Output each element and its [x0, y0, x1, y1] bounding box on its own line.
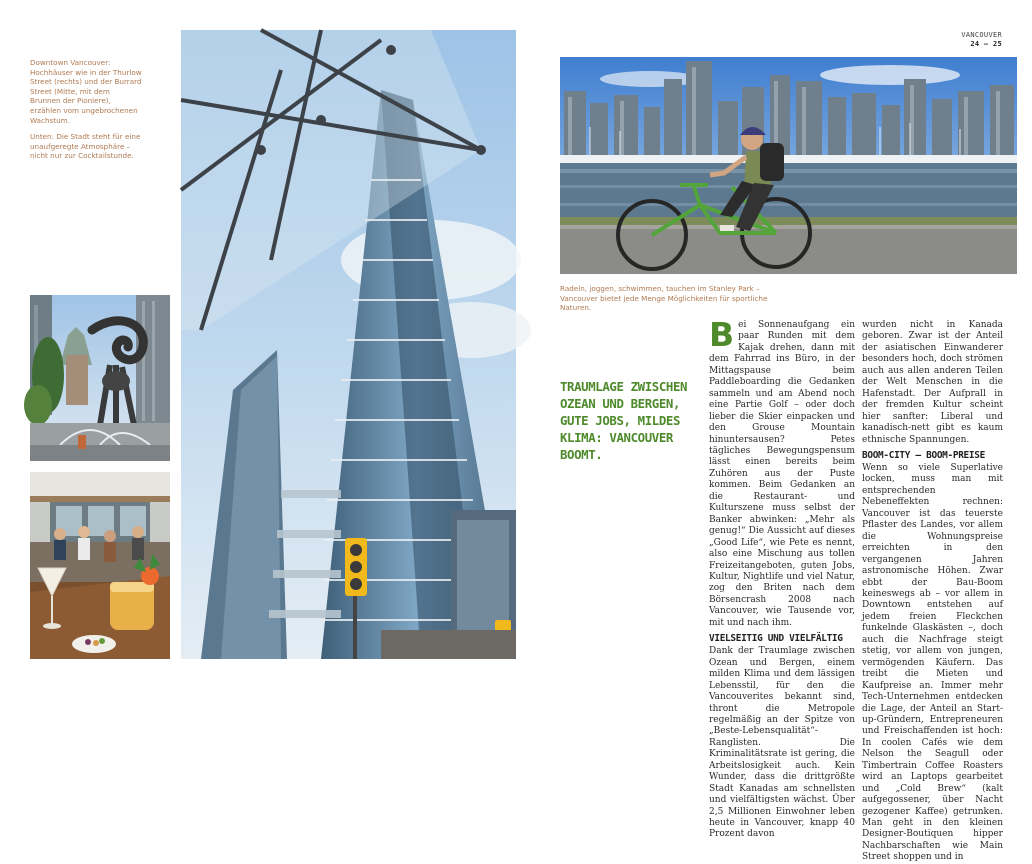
photo-caption-left — [30, 58, 142, 168]
caption-top: Downtown Vancouver: Hochhäuser wie in der Thurlow Street (rechts) und der Burrard Street (Mitte, mit dem Brunnen der Pioniere), erzählen vom ungebrochenen Wachstum. — [30, 58, 142, 125]
section-title: VANCOUVER — [961, 31, 1002, 39]
page-numbers: 24 — 25 — [970, 40, 1002, 48]
caption-bottom: Unten: Die Stadt steht für eine unaufgeregte Atmosphäre – nicht nur zur Cocktailstunde. — [30, 132, 141, 161]
drop-cap: B — [709, 315, 735, 354]
paragraph-1: Dank der Traumlage zwischen Ozean und Bergen, einem milden Klima und dem lässigen Lebensstil, für den die Vancouverites bekannt sind, thront die Metropole regelmäßig an der Spitze von „Beste-Lebensqualität“-Ranglisten. Die Kriminalitätsrate ist gering, die Arbeitslosigkeit auch. Kein Wunder, dass die drittgrößte Stadt Kanadas am schnellsten und vielfältigsten wächst. Über 2,5 Millionen Einwohner leben heute in Vancouver, knapp 40 Prozent davon — [709, 646, 855, 840]
sculpture-fountain-photo — [30, 295, 170, 461]
section-heading-1: VIELSEITIG UND VIELFÄLTIG — [709, 633, 843, 645]
pull-quote: TRAUMLAGE ZWISCHEN OZEAN UND BERGEN, GUTE JOBS, MILDES KLIMA: VANCOUVER BOOMT. — [560, 379, 688, 462]
cocktail-bar-photo — [30, 472, 170, 659]
article-column-2 — [862, 320, 1003, 863]
bike-photo-caption: Radeln, joggen, schwimmen, tauchen im Stanley Park – Vancouver bietet jede Menge Möglichkeiten für sportliche Naturen. — [560, 284, 768, 313]
intro-paragraph — [709, 315, 855, 629]
paragraph-3: Wenn so viele Superlative locken, muss man mit entsprechenden Nebeneffekten rechnen: Vancouver ist das teuerste Pflaster des Landes, vor allem die Wohnungspreise erreichten in den vergangenen Jahren astronomische Höhen. Zwar ebbt der Bau-Boom keineswegs ab – vor allem in Downtown entstehen auf jedem freien Fleckchen funkelnde Glaskästen –, doch auch die Nachfrage steigt stetig, vor allem von jungen, vermögenden Käufern. Das treibt die Mieten und Kaufpreise an. Immer mehr Tech-Unternehmen entdecken die Lage, der Anteil an Start-up-Gründern, Entrepreneuren und Freischaffenden ist hoch: In coolen Cafés wie dem Nelson the Seagull oder Timbertrain Coffee Roasters wird an Laptops gearbeitet und „Cold Brew“ (kalt aufgegossener, über Nacht gezogener Kaffee) getrunken. Man geht in den kleinen Designer-Boutiquen hipper Nachbarschaften wie Main Street shoppen und in — [862, 462, 1003, 863]
skyscraper-photo — [181, 30, 516, 659]
paragraph-2: wurden nicht in Kanada geboren. Zwar ist der Anteil der asiatischen Einwanderer besonders hoch, doch strömen auch aus allen anderen Teilen der Welt Menschen in die Hafenstadt. Der Aufprall in der fremden Kultur scheint hier sanfter: Liberal und kanadisch-nett gibt es kaum ethnische Spannungen. — [862, 320, 1003, 445]
section-heading-2: BOOM-CITY — BOOM-PREISE — [862, 449, 985, 461]
article-column-1 — [709, 315, 855, 840]
intro-text: ei Sonnenaufgang ein paar Runden mit dem Kajak drehen, dann mit dem Fahrrad ins Büro, in der Mittagspause beim Paddleboarding die Gedanken sammeln und am Abend noch eine Partie Golf – oder doch lieber die Skier einpacken und den Grouse Mountain hinuntersausen? Petes tägliches Bewegungspensum lässt einen bereits beim Zuhören aus der Puste kommen. Beim Gedanken an die Restaurant- und Kulturszene muss selbst der Banker abwinken: „Mehr als genug!“ Die Aussicht auf dieses „Good Life“, wie Pete es nennt, also eine Mischung aus tollen Freizeitangeboten, guten Jobs, Kultur, Nightlife und viel Natur, zog den Briten nach dem Börsencrash 2008 nach Vancouver, wie Tausende vor, mit und nach ihm. — [709, 320, 855, 628]
bike-waterfront-photo — [560, 57, 1017, 274]
page-folio — [961, 31, 1002, 49]
